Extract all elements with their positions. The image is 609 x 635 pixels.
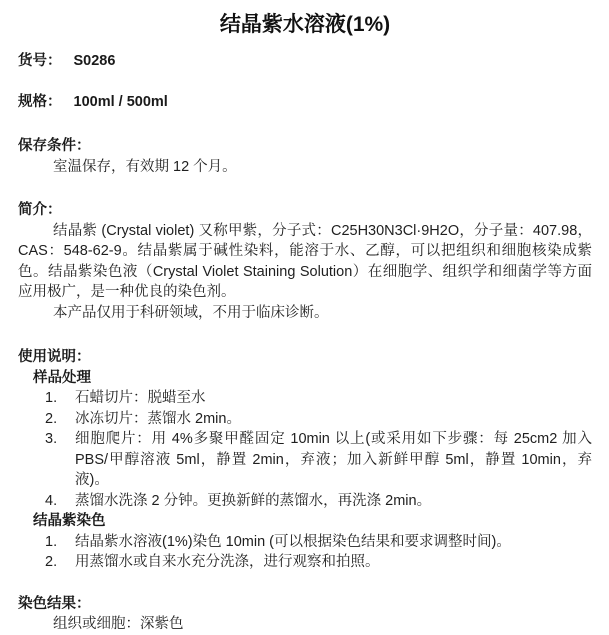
storage-section — [18, 136, 592, 177]
result-section — [18, 594, 592, 635]
list-item-number: 1. — [45, 390, 58, 406]
page-title: 结晶紫水溶液(1%) — [219, 13, 391, 36]
storage-heading: 保存条件： — [18, 138, 91, 154]
list-item-number: 4. — [45, 492, 58, 509]
specification-label: 规格： — [18, 93, 62, 110]
list-item-text: 用蒸馏水或自来水充分洗涤，进行观察和拍照。 — [75, 554, 380, 570]
list-item-text: 结晶紫水溶液(1%)染色 10min (可以根据染色结果和要求调整时间)。 — [75, 533, 511, 550]
list-item-text: 石蜡切片：脱蜡至水 — [75, 390, 206, 406]
list-item-text: 冰冻切片：蒸馏水 2min。 — [75, 410, 241, 427]
list-item-text: 细胞爬片：用 4%多聚甲醛固定 10min 以上(或采用如下步骤：每 25cm2 加入 PBS/甲醇溶液 5ml，静置 2min，弃液；加入新鲜甲醇 5ml，静置 10min，弃液)。 — [75, 431, 592, 488]
staining-subheading: 结晶紫染色 — [33, 513, 106, 529]
intro-disclaimer: 本产品仅用于科研领域，不用于临床诊断。 — [53, 304, 329, 321]
catalog-number-label: 货号： — [18, 53, 62, 69]
catalog-number-row — [18, 51, 592, 72]
usage-section — [18, 347, 592, 573]
catalog-number-value: S0286 — [73, 53, 116, 69]
list-item-number: 2. — [45, 410, 58, 427]
list-item — [18, 552, 592, 573]
list-item-number: 1. — [45, 533, 58, 550]
specification-row — [18, 92, 592, 113]
result-body: 组织或细胞：深紫色 — [53, 616, 184, 632]
usage-heading: 使用说明： — [18, 349, 91, 365]
intro-paragraph: 结晶紫 (Crystal violet) 又称甲紫，分子式：C25H30N3Cl·9H2O，分子量：407.98，CAS：548-62-9。结晶紫属于碱性染料，能溶于水、乙醇，可以把组织和细胞核染成紫色。结晶紫染色液（Crystal Violet Staining Solution）在细胞学、组织学和细菌学等方面应用极广，是一种优良的染色剂。 — [18, 222, 592, 300]
storage-body: 室温保存，有效期 12 个月。 — [53, 158, 237, 175]
list-item — [18, 532, 592, 553]
list-item — [18, 491, 592, 512]
list-item-text: 蒸馏水洗涤 2 分钟。更换新鲜的蒸馏水，再洗涤 2min。 — [75, 492, 432, 509]
list-item-number: 3. — [45, 431, 58, 447]
intro-section — [18, 200, 592, 323]
list-item — [18, 429, 592, 491]
list-item — [18, 388, 592, 409]
list-item-number: 2. — [45, 554, 58, 570]
result-heading: 染色结果： — [18, 595, 91, 612]
sample-prep-subheading: 样品处理 — [33, 369, 91, 386]
intro-heading: 简介： — [18, 202, 62, 218]
specification-value: 100ml / 500ml — [73, 93, 168, 110]
list-item — [18, 409, 592, 430]
